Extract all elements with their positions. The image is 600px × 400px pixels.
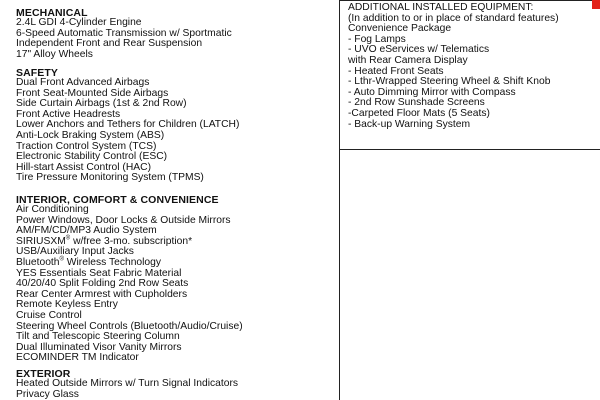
registered-mark: ® — [59, 256, 64, 263]
list-item: - Auto Dimming Mirror with Compass — [348, 86, 516, 98]
list-item: Steering Wheel Controls (Bluetooth/Audio/Cruise) — [16, 320, 243, 332]
list-item: AM/FM/CD/MP3 Audio System — [16, 225, 157, 237]
list-item: Convenience Package — [348, 23, 452, 35]
exterior-list — [16, 379, 238, 400]
list-item: Rear Center Armrest with Cupholders — [16, 288, 188, 300]
siriusxm-detail: w/free 3-mo. subscription* — [70, 235, 193, 247]
list-item: 2.4L GDI 4-Cylinder Engine — [16, 17, 142, 28]
list-item: Tire Pressure Monitoring System (TPMS) — [16, 172, 204, 184]
bluetooth-detail: Wireless Technology — [63, 256, 162, 268]
list-item: (In addition to or in place of standard features) — [348, 12, 559, 24]
list-item: YES Essentials Seat Fabric Material — [16, 267, 182, 279]
safety-list — [16, 78, 239, 184]
exterior-section — [16, 369, 238, 400]
siriusxm-brand: SIRIUSXM — [16, 235, 66, 247]
exterior-heading: EXTERIOR — [16, 368, 71, 380]
list-item: Side Curtain Airbags (1st & 2nd Row) — [16, 98, 187, 110]
list-item: Dual Front Advanced Airbags — [16, 77, 150, 88]
list-item: Dual Illuminated Visor Vanity Mirrors — [16, 341, 182, 353]
list-item: Electronic Stability Control (ESC) — [16, 151, 168, 163]
list-item: Remote Keyless Entry — [16, 299, 118, 311]
list-item: with Rear Camera Display — [348, 54, 468, 66]
interior-heading: INTERIOR, COMFORT & CONVENIENCE — [16, 194, 219, 206]
list-item-bluetooth — [16, 258, 243, 269]
list-item: Privacy Glass — [16, 388, 79, 400]
right-column-divider — [339, 149, 600, 150]
safety-heading: SAFETY — [16, 67, 59, 79]
interior-list — [16, 205, 243, 364]
list-item: 6-Speed Automatic Transmission w/ Sportmatic — [16, 27, 232, 39]
list-item: - 2nd Row Sunshade Screens — [348, 97, 485, 109]
list-item: - Fog Lamps — [348, 33, 406, 45]
list-item: Front Seat-Mounted Side Airbags — [16, 87, 169, 99]
list-item: Traction Control System (TCS) — [16, 140, 157, 152]
additional-equipment-list — [348, 14, 559, 131]
list-item: ECOMINDER TM Indicator — [16, 352, 139, 364]
list-item: Heated Outside Mirrors w/ Turn Signal Indicators — [16, 378, 239, 389]
mechanical-list — [16, 18, 232, 60]
list-item: 17" Alloy Wheels — [16, 48, 93, 60]
list-item: Cruise Control — [16, 309, 82, 321]
additional-equipment-section — [348, 3, 559, 130]
mechanical-section — [16, 8, 232, 60]
list-item: Power Windows, Door Locks & Outside Mirrors — [16, 214, 231, 226]
list-item: Hill-start Assist Control (HAC) — [16, 161, 152, 173]
additional-equipment-column — [339, 0, 600, 400]
list-item: Tilt and Telescopic Steering Column — [16, 331, 180, 343]
list-item: - Back-up Warning System — [348, 118, 471, 130]
safety-section — [16, 68, 239, 184]
bluetooth-brand: Bluetooth — [16, 256, 60, 268]
list-item: Lower Anchors and Tethers for Children (LATCH) — [16, 119, 240, 131]
mechanical-heading: MECHANICAL — [16, 7, 88, 19]
list-item: USB/Auxiliary Input Jacks — [16, 246, 134, 258]
list-item: Independent Front and Rear Suspension — [16, 38, 203, 50]
list-item: - Lthr-Wrapped Steering Wheel & Shift Knob — [348, 76, 551, 88]
additional-equipment-heading: ADDITIONAL INSTALLED EQUIPMENT: — [348, 2, 534, 13]
list-item: 40/20/40 Split Folding 2nd Row Seats — [16, 278, 189, 290]
standard-equipment-column — [16, 0, 336, 400]
registered-mark: ® — [65, 235, 71, 242]
list-item: -Carpeted Floor Mats (5 Seats) — [348, 107, 490, 119]
list-item: Anti-Lock Braking System (ABS) — [16, 129, 165, 141]
list-item: Front Active Headrests — [16, 108, 121, 120]
interior-comfort-convenience-section — [16, 195, 243, 364]
list-item: - Heated Front Seats — [348, 65, 444, 77]
list-item: Air Conditioning — [16, 204, 89, 215]
list-item: - UVO eServices w/ Telematics — [348, 44, 490, 56]
